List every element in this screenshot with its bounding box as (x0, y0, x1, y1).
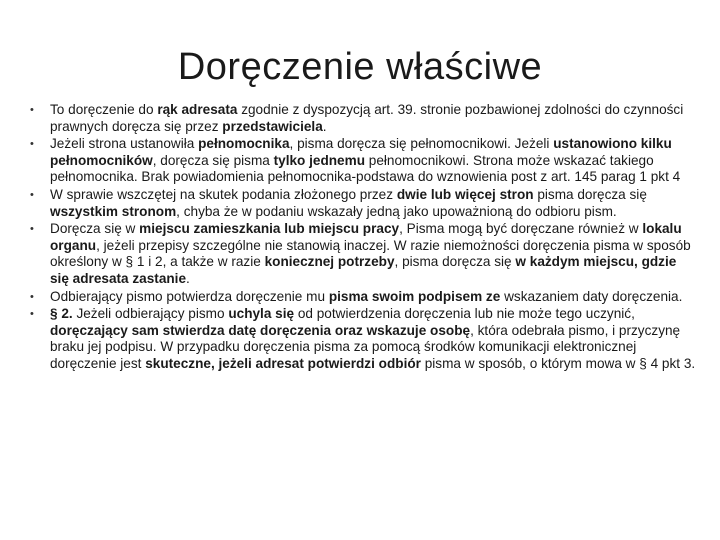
bullet-item (30, 306, 698, 372)
bullet-text (50, 221, 691, 286)
bold-segment: dwie lub więcej stron (396, 186, 534, 202)
bullet-item (30, 221, 698, 287)
bullet-text (50, 289, 682, 304)
text-segment: , doręcza się pisma (152, 152, 274, 168)
text-segment: Doręcza się w (50, 221, 140, 237)
text-segment: pisma w sposób, o którym mowa w § 4 pkt 3. (420, 355, 696, 371)
text-segment: , chyba że w podaniu wskazały jedną jako upoważnioną do odbioru pism. (176, 203, 617, 219)
bold-segment: skuteczne, jeżeli adresat potwierdzi odbiór (145, 355, 421, 371)
bullet-marker: • (30, 138, 34, 151)
text-segment: zgodnie z dyspozycją art. 39. stronie pozbawionej zdolności do czynności prawnych doręcza się przez (50, 102, 684, 134)
slide-title: Doręczenie właściwe (177, 46, 543, 88)
bullet-marker: • (30, 290, 34, 303)
bold-segment: lokalu organu (50, 221, 682, 253)
text-segment: pełnomocnikowi. Strona może wskazać takiego pełnomocnika. Brak powiadomienia pełnomocnika-podstawa do wznowienia post z art. 145 parag 1 pkt 4 (50, 152, 681, 185)
bold-segment: przedstawiciela (222, 118, 323, 134)
text-segment: , pisma doręcza się (394, 254, 516, 270)
text-segment: od potwierdzenia doręczenia lub nie może tego uczynić, (294, 306, 635, 322)
text-segment: Jeżeli strona ustanowiła (50, 136, 199, 152)
bullet-marker: • (30, 223, 34, 236)
text-segment: wskazaniem daty doręczenia. (500, 288, 683, 304)
bold-segment: koniecznej potrzeby (264, 254, 395, 270)
bullet-marker: • (30, 308, 34, 321)
bullet-item (30, 289, 698, 306)
text-segment: . (322, 118, 327, 134)
bullet-marker: • (30, 104, 34, 116)
bold-segment: § 2. (50, 306, 77, 322)
bullet-item (30, 102, 698, 135)
bold-segment: tylko jednemu (273, 152, 366, 168)
bullet-text (50, 187, 647, 219)
bullet-item (30, 136, 698, 186)
text-segment: , Pisma mogą być doręczane również w (399, 221, 643, 237)
bold-segment: rąk adresata (157, 102, 238, 117)
text-segment: Odbierający pismo potwierdza doręczenie mu (50, 288, 329, 304)
bold-segment: ustanowiono kilku pełnomocników (50, 136, 672, 168)
text-segment: W sprawie wszczętej na skutek podania złożonego przez (50, 186, 397, 202)
bold-segment: w każdym miejscu, gdzie się adresata zastanie (50, 254, 677, 286)
bullet-text (50, 306, 695, 371)
bullet-marker: • (30, 188, 34, 201)
text-segment: pisma doręcza się (533, 186, 647, 202)
text-segment: Jeżeli odbierający pismo (76, 306, 229, 322)
bullet-list (30, 102, 698, 374)
text-segment: , jeżeli przepisy szczególne nie stanowią inaczej. W razie niemożności doręczenia pisma w sposób określony w § 1 i 2, a także w razie (50, 237, 691, 270)
bold-segment: pisma swoim podpisem ze (328, 288, 501, 304)
bullet-text (50, 102, 683, 134)
text-segment: . (186, 270, 190, 286)
bold-segment: wszystkim stronom (50, 203, 177, 219)
text-segment: , która odebrała pismo, i przyczynę braku jej podpisu. W przypadku doręczenia pisma za pomocą środków komunikacji elektronicznej doręczenie jest (50, 322, 681, 371)
bullet-item (30, 187, 698, 220)
text-segment: To doręczenie do (50, 102, 158, 117)
bold-segment: uchyla się (228, 306, 295, 322)
bullet-text (50, 136, 680, 184)
bold-segment: doręczający sam stwierdza datę doręczenia oraz wskazuje osobę (50, 322, 471, 338)
text-segment: , pisma doręcza się pełnomocnikowi. Jeżeli (289, 136, 554, 152)
bold-segment: pełnomocnika (198, 136, 290, 152)
bold-segment: miejscu zamieszkania lub miejscu pracy (139, 221, 400, 237)
